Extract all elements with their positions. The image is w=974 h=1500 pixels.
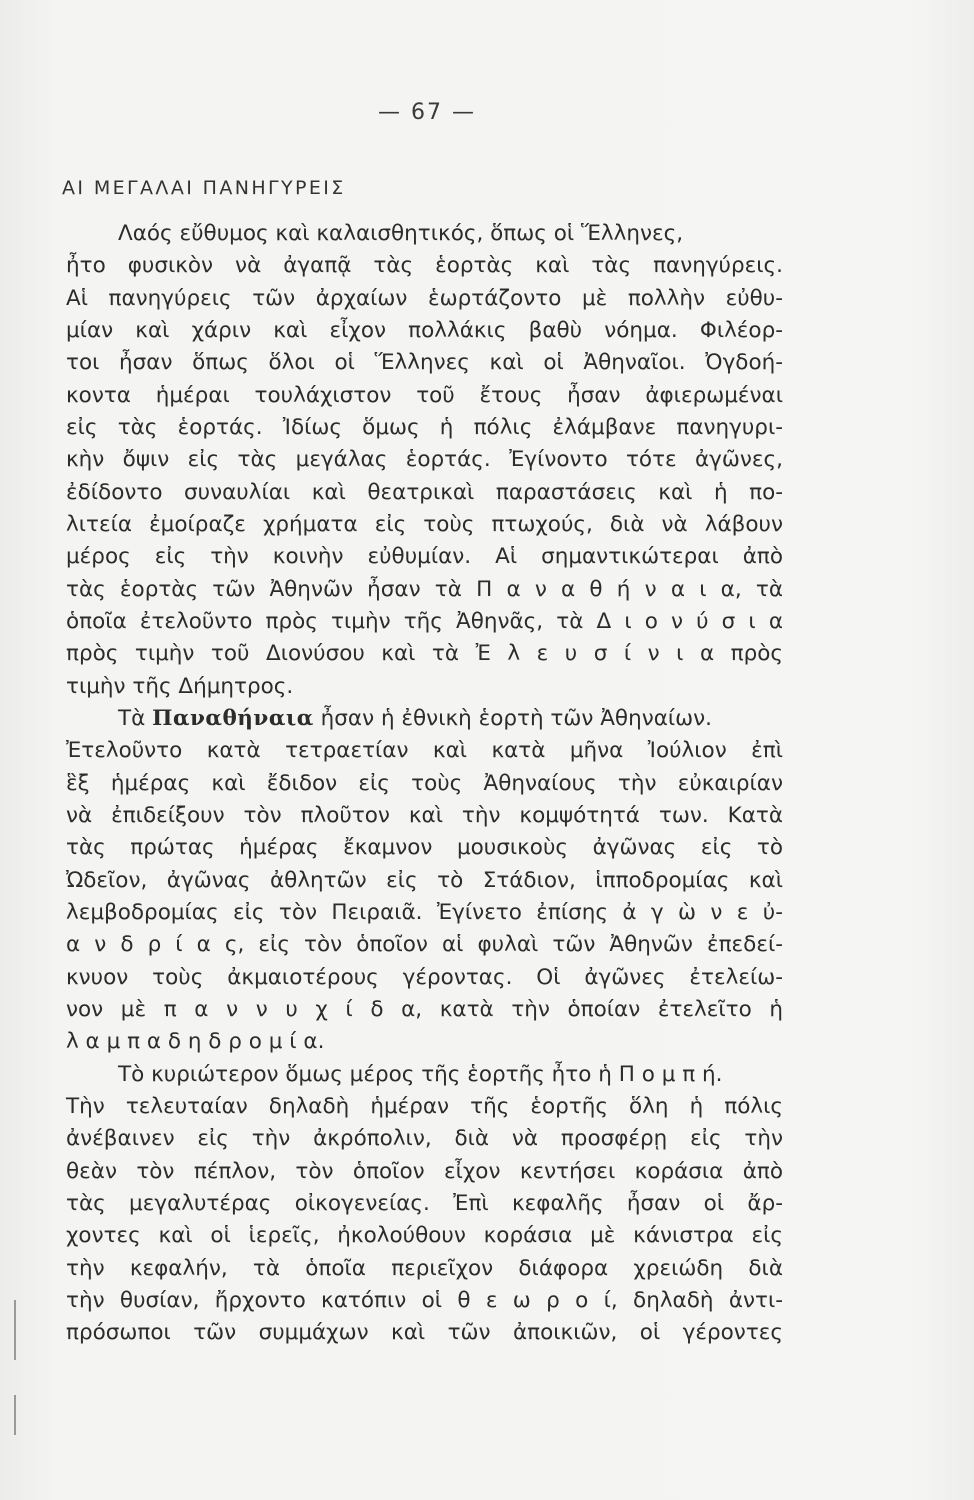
text-line: ἀνέβαινεν εἰς τὴν ἀκρόπολιν, διὰ νὰ προσφέρῃ εἰς τὴν xyxy=(66,1126,783,1151)
text-line: λιτεία ἐμοίραζε χρήματα εἰς τοὺς πτωχούς, διὰ νὰ λάβουν xyxy=(66,512,783,537)
text-line: θεὰν τὸν πέπλον, τὸν ὁποῖον εἶχον κεντήσει κοράσια ἀπὸ xyxy=(66,1159,783,1184)
text-line: νὰ ἐπιδείξουν τὸν πλοῦτον καὶ τὴν κομψότητά των. Κατὰ xyxy=(66,803,783,828)
text-line: μέρος εἰς τὴν κοινὴν εὐθυμίαν. Αἱ σημαντικώτεραι ἀπὸ xyxy=(66,544,783,569)
page-number: — 67 — xyxy=(378,100,476,125)
text-line: α ν δ ρ ί α ς, εἰς τὸν ὁποῖον αἱ φυλαὶ τῶν Ἀθηνῶν ἐπεδεί- xyxy=(66,932,783,957)
text-line: τιμὴν τῆς Δήμητρος. xyxy=(66,674,294,699)
text-line: ἓξ ἡμέρας καὶ ἔδιδον εἰς τοὺς Ἀθηναίους τὴν εὐκαιρίαν xyxy=(66,771,783,796)
text-line: τὰς ἑορτὰς τῶν Ἀθηνῶν ἦσαν τὰ Π α ν α θ ή ν α ι α, τὰ xyxy=(66,577,783,602)
text-line: ἦτο φυσικὸν νὰ ἀγαπᾷ τὰς ἑορτὰς καὶ τὰς πανηγύρεις. xyxy=(66,253,783,278)
text-line: λεμβοδρομίας εἰς τὸν Πειραιᾶ. Ἐγίνετο ἐπίσης ἀ γ ὼ ν ε ὐ- xyxy=(66,900,783,925)
text-line: ὁποῖα ἐτελοῦντο πρὸς τιμὴν τῆς Ἀθηνᾶς, τὰ Δ ι ο ν ύ σ ι α xyxy=(66,609,783,634)
text-line: κνυον τοὺς ἀκμαιοτέρους γέροντας. Οἱ ἀγῶνες ἐτελείω- xyxy=(66,965,783,990)
text-line: πρὸς τιμὴν τοῦ Διονύσου καὶ τὰ Ἐ λ ε υ σ ί ν ι α πρὸς xyxy=(66,641,783,666)
scan-edge-mark xyxy=(14,1300,16,1360)
text-line: εἰς τὰς ἑορτάς. Ἰδίως ὅμως ἡ πόλις ἐλάμβανε πανηγυρι- xyxy=(66,415,783,440)
text-run: Τὰ xyxy=(118,706,153,731)
section-heading: ΑΙ ΜΕΓΑΛΑΙ ΠΑΝΗΓΥΡΕΙΣ xyxy=(62,177,346,199)
text-line: κοντα ἡμέραι τουλάχιστον τοῦ ἔτους ἦσαν ἀφιερωμέναι xyxy=(66,383,783,408)
text-line: κὴν ὄψιν εἰς τὰς μεγάλας ἑορτάς. Ἐγίνοντο τότε ἀγῶνες, xyxy=(66,447,783,472)
text-line: Αἱ πανηγύρεις τῶν ἀρχαίων ἑωρτάζοντο μὲ πολλὴν εὐθυ- xyxy=(66,286,783,311)
scan-edge-mark xyxy=(14,1395,16,1435)
text-line xyxy=(118,706,783,731)
text-line: ἐδίδοντο συναυλίαι καὶ θεατρικαὶ παραστάσεις καὶ ἡ πο- xyxy=(66,480,783,505)
text-run: ἦσαν ἡ ἐθνικὴ ἑορτὴ τῶν Ἀθηναίων. xyxy=(313,706,713,731)
text-line: Ὠδεῖον, ἀγῶνας ἀθλητῶν εἰς τὸ Στάδιον, ἱπποδρομίας καὶ xyxy=(66,868,783,893)
text-line: Λαός εὔθυμος καὶ καλαισθητικός, ὅπως οἱ Ἕλληνες, xyxy=(118,221,684,246)
text-line: τὴν κεφαλήν, τὰ ὁποῖα περιεῖχον διάφορα χρειώδη διὰ xyxy=(66,1256,783,1281)
text-line: τὰς μεγαλυτέρας οἰκογενείας. Ἐπὶ κεφαλῆς ἦσαν οἱ ἄρ- xyxy=(66,1191,783,1216)
text-line: νον μὲ π α ν ν υ χ ί δ α, κατὰ τὴν ὁποίαν ἐτελεῖτο ἡ xyxy=(66,997,783,1022)
text-line: Ἐτελοῦντο κατὰ τετραετίαν καὶ κατὰ μῆνα Ἰούλιον ἐπὶ xyxy=(66,738,783,763)
text-line: τοι ἦσαν ὅπως ὅλοι οἱ Ἕλληνες καὶ οἱ Ἀθηναῖοι. Ὀγδοή- xyxy=(66,350,783,375)
text-line: Τὸ κυριώτερον ὅμως μέρος τῆς ἑορτῆς ἦτο ἡ Π ο μ π ή. xyxy=(118,1062,723,1087)
emphasized-term: Παναθήναια xyxy=(152,706,314,731)
text-line: μίαν καὶ χάριν καὶ εἶχον πολλάκις βαθὺ νόημα. Φιλέορ- xyxy=(66,318,783,343)
text-line: χοντες καὶ οἱ ἱερεῖς, ἠκολούθουν κοράσια μὲ κάνιστρα εἰς xyxy=(66,1223,783,1248)
text-line: τὰς πρώτας ἡμέρας ἔκαμνον μουσικοὺς ἀγῶνας εἰς τὸ xyxy=(66,835,783,860)
text-line: λ α μ π α δ η δ ρ ο μ ί α. xyxy=(66,1029,325,1054)
text-line: Τὴν τελευταίαν δηλαδὴ ἡμέραν τῆς ἑορτῆς ὅλη ἡ πόλις xyxy=(66,1094,783,1119)
text-line: τὴν θυσίαν, ἤρχοντο κατόπιν οἱ θ ε ω ρ ο ί, δηλαδὴ ἀντι- xyxy=(66,1288,783,1313)
text-line: πρόσωποι τῶν συμμάχων καὶ τῶν ἀποικιῶν, οἱ γέροντες xyxy=(66,1320,783,1345)
